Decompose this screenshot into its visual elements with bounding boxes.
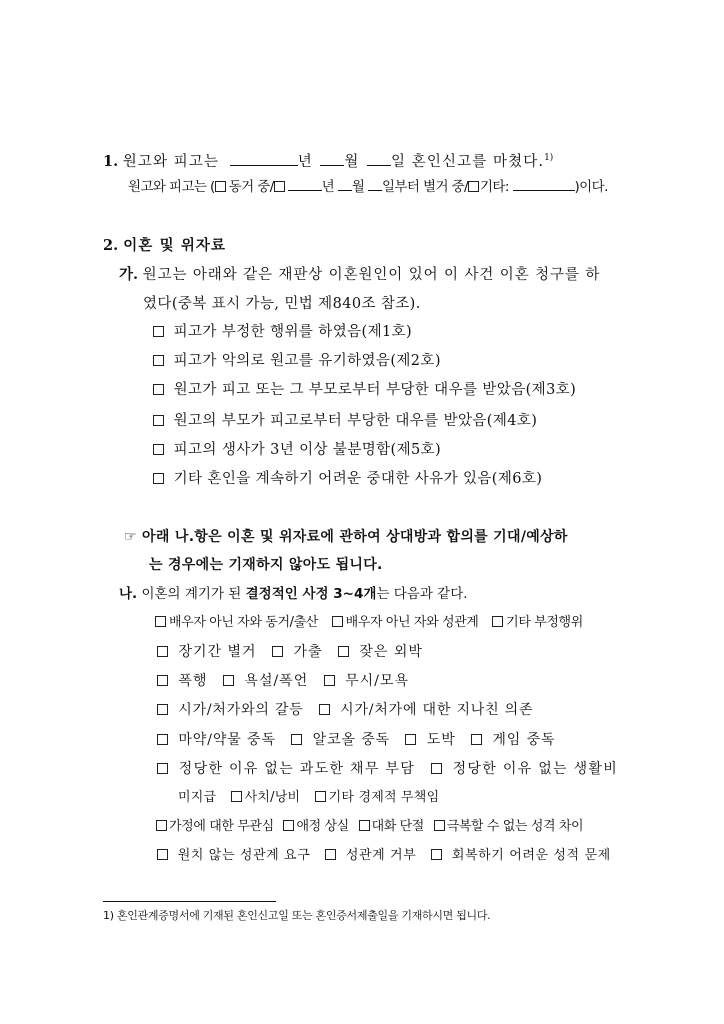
reason-checkbox[interactable]: [157, 849, 168, 860]
ga-text-line1: 원고는 아래와 같은 재판상 이혼원인이 있어 이 사건 이혼 청구를 하: [142, 267, 601, 283]
separated-month-field[interactable]: [338, 176, 352, 191]
reason-checkbox[interactable]: [157, 763, 168, 774]
reason-checkbox[interactable]: [431, 763, 442, 774]
reason-checkbox[interactable]: [291, 734, 302, 745]
reason-label: 가정에 대한 무관심: [169, 819, 274, 834]
reason-row-2: [157, 642, 423, 662]
reason-label: 사치/낭비: [244, 790, 301, 805]
ground-1-label: 피고가 부정한 행위를 하였음(제1호): [173, 324, 413, 340]
ground-item-5[interactable]: [153, 440, 441, 460]
reason-label: 폭행: [178, 673, 208, 689]
reason-checkbox[interactable]: [359, 820, 370, 831]
reason-continuation: 미지급: [178, 790, 217, 805]
reason-label: 도박: [426, 732, 456, 748]
marriage-month-field[interactable]: [320, 151, 344, 166]
section2-heading: [103, 236, 226, 256]
section1-line1: [103, 148, 553, 172]
ground-item-1[interactable]: [153, 322, 412, 342]
status-prefix: 원고와 피고는 (: [128, 179, 215, 195]
ground-item-2[interactable]: [153, 351, 441, 371]
reason-checkbox[interactable]: [155, 616, 166, 627]
ga-marker: 가.: [119, 266, 139, 283]
other-status-field[interactable]: [513, 176, 575, 191]
footnote-marker: 1): [103, 909, 114, 922]
reason-checkbox[interactable]: [431, 849, 442, 860]
status-suffix: )이다.: [574, 179, 608, 195]
reason-row-8: [156, 817, 583, 837]
reason-label: 시가/처가와의 갈등: [178, 702, 304, 718]
pointing-hand-icon: ☞: [124, 529, 137, 545]
na-text-bold: 결정적인 사정 3~4개: [245, 586, 377, 602]
section2-number: 2.: [103, 237, 119, 254]
reason-label: 시가/처가에 대한 지나친 의존: [340, 702, 534, 718]
separated-checkbox[interactable]: [274, 181, 285, 192]
notice-line1: [124, 527, 568, 547]
month-label: 월: [344, 154, 359, 170]
ground-5-label: 피고의 생사가 3년 이상 불분명함(제5호): [173, 442, 442, 458]
reason-checkbox[interactable]: [157, 734, 168, 745]
reason-checkbox[interactable]: [338, 646, 349, 657]
notice-text-line2: 는 경우에는 기재하지 않아도 됩니다.: [149, 557, 383, 573]
section1-line2: [128, 176, 608, 197]
reason-row-9: [157, 846, 611, 866]
reason-label: 장기간 별거: [178, 644, 257, 660]
reason-label: 게임 중독: [492, 732, 556, 748]
reason-checkbox[interactable]: [319, 704, 330, 715]
section1-prefix: 원고와 피고는: [122, 154, 220, 170]
reason-label: 기타 경제적 무책임: [328, 790, 440, 805]
reason-checkbox[interactable]: [324, 675, 335, 686]
separated-year-field[interactable]: [288, 176, 322, 191]
reason-row-5: [157, 730, 555, 750]
ground-5-checkbox[interactable]: [153, 444, 164, 455]
reason-checkbox[interactable]: [315, 791, 326, 802]
sep-year-label: 년: [321, 179, 335, 195]
marriage-day-field[interactable]: [367, 151, 391, 166]
ground-4-label: 원고의 부모가 피고로부터 부당한 대우를 받았음(제4호): [173, 413, 538, 429]
footnote-text: 혼인관계증명서에 기재된 혼인신고일 또는 혼인증서제출일을 기재하시면 됩니다.: [116, 909, 491, 922]
reason-checkbox[interactable]: [157, 675, 168, 686]
reason-label: 정당한 이유 없는 생활비: [452, 761, 619, 777]
ground-item-3[interactable]: [153, 380, 576, 400]
reason-label: 마약/약물 중독: [178, 732, 276, 748]
reason-checkbox[interactable]: [434, 820, 445, 831]
year-label: 년: [297, 154, 312, 170]
reason-checkbox[interactable]: [332, 616, 343, 627]
ground-6-label: 기타 혼인을 계속하기 어려운 중대한 사유가 있음(제6호): [173, 471, 543, 487]
reason-label: 알코올 중독: [312, 732, 391, 748]
ga-line1: [119, 265, 600, 285]
ground-item-4[interactable]: [153, 411, 537, 431]
reason-checkbox[interactable]: [272, 646, 283, 657]
ga-text-line2: 였다(중복 표시 가능, 민법 제840조 참조).: [143, 296, 421, 312]
reason-checkbox[interactable]: [325, 849, 336, 860]
reason-checkbox[interactable]: [157, 646, 168, 657]
reason-label: 무시/모욕: [345, 673, 409, 689]
reason-label: 배우자 아닌 자와 성관계: [345, 615, 479, 630]
reason-checkbox[interactable]: [471, 734, 482, 745]
reason-checkbox[interactable]: [231, 791, 242, 802]
na-line: [119, 584, 468, 604]
reason-checkbox[interactable]: [157, 704, 168, 715]
reason-label: 대화 단절: [371, 819, 424, 834]
ground-3-checkbox[interactable]: [153, 384, 164, 395]
na-marker: 나.: [119, 586, 138, 602]
cohabiting-checkbox[interactable]: [215, 181, 226, 192]
footnote-ref[interactable]: 1): [544, 153, 554, 163]
section2-title: 이혼 및 위자료: [123, 237, 227, 254]
reason-label: 배우자 아닌 자와 동거/출산: [169, 615, 318, 630]
ground-item-6[interactable]: [153, 469, 542, 489]
reason-row-3: [157, 671, 409, 691]
reason-checkbox[interactable]: [156, 820, 167, 831]
notice-text-line1: 아래 나.항은 이혼 및 위자료에 관하여 상대방과 합의를 기대/예상하: [142, 529, 568, 545]
reason-label: 잦은 외박: [359, 644, 423, 660]
ground-2-checkbox[interactable]: [153, 355, 164, 366]
sep-month-label: 월: [351, 179, 365, 195]
reason-checkbox[interactable]: [492, 616, 503, 627]
cohabiting-label: 동거 중/: [228, 179, 274, 195]
sep-day-label: 일부터 별거 중/: [381, 179, 468, 195]
reason-label: 극복할 수 없는 성격 차이: [446, 819, 584, 834]
ground-2-label: 피고가 악의로 원고를 유기하였음(제2호): [173, 353, 441, 369]
day-label: 일 혼인신고를 마쳤다.: [390, 154, 545, 170]
reason-label: 회복하기 어려운 성적 문제: [451, 848, 611, 863]
notice-line2: [149, 555, 383, 575]
na-text-after: 는 다음과 같다.: [376, 586, 468, 602]
reason-checkbox[interactable]: [223, 675, 234, 686]
reason-label: 원치 않는 성관계 요구: [177, 848, 311, 863]
marriage-year-field[interactable]: [230, 151, 298, 166]
na-text-before: 이혼의 계기가 된: [141, 586, 242, 602]
other-status-label: 기타:: [479, 179, 509, 195]
reason-row-4: [157, 700, 533, 720]
reason-row-1: [155, 613, 583, 633]
reason-label: 정당한 이유 없는 과도한 채무 부담: [178, 761, 416, 777]
ga-line2: [143, 294, 421, 314]
other-status-checkbox[interactable]: [468, 181, 479, 192]
reason-row-7: [178, 788, 439, 808]
reason-label: 애정 상실: [296, 819, 349, 834]
reason-label: 기타 부정행위: [506, 615, 583, 630]
reason-row-6: [157, 759, 618, 779]
ground-3-label: 원고가 피고 또는 그 부모로부터 부당한 대우를 받았음(제3호): [173, 382, 577, 398]
footnote-divider: [103, 901, 276, 902]
ground-6-checkbox[interactable]: [153, 473, 164, 484]
reason-label: 가출: [293, 644, 323, 660]
reason-checkbox[interactable]: [283, 820, 294, 831]
section1-number: 1.: [103, 153, 119, 170]
reason-label: 성관계 거부: [345, 848, 417, 863]
reason-checkbox[interactable]: [405, 734, 416, 745]
reason-label: 욕설/폭언: [244, 673, 309, 689]
separated-day-field[interactable]: [368, 176, 382, 191]
ground-4-checkbox[interactable]: [153, 415, 164, 426]
footnote: [103, 907, 490, 923]
ground-1-checkbox[interactable]: [153, 326, 164, 337]
